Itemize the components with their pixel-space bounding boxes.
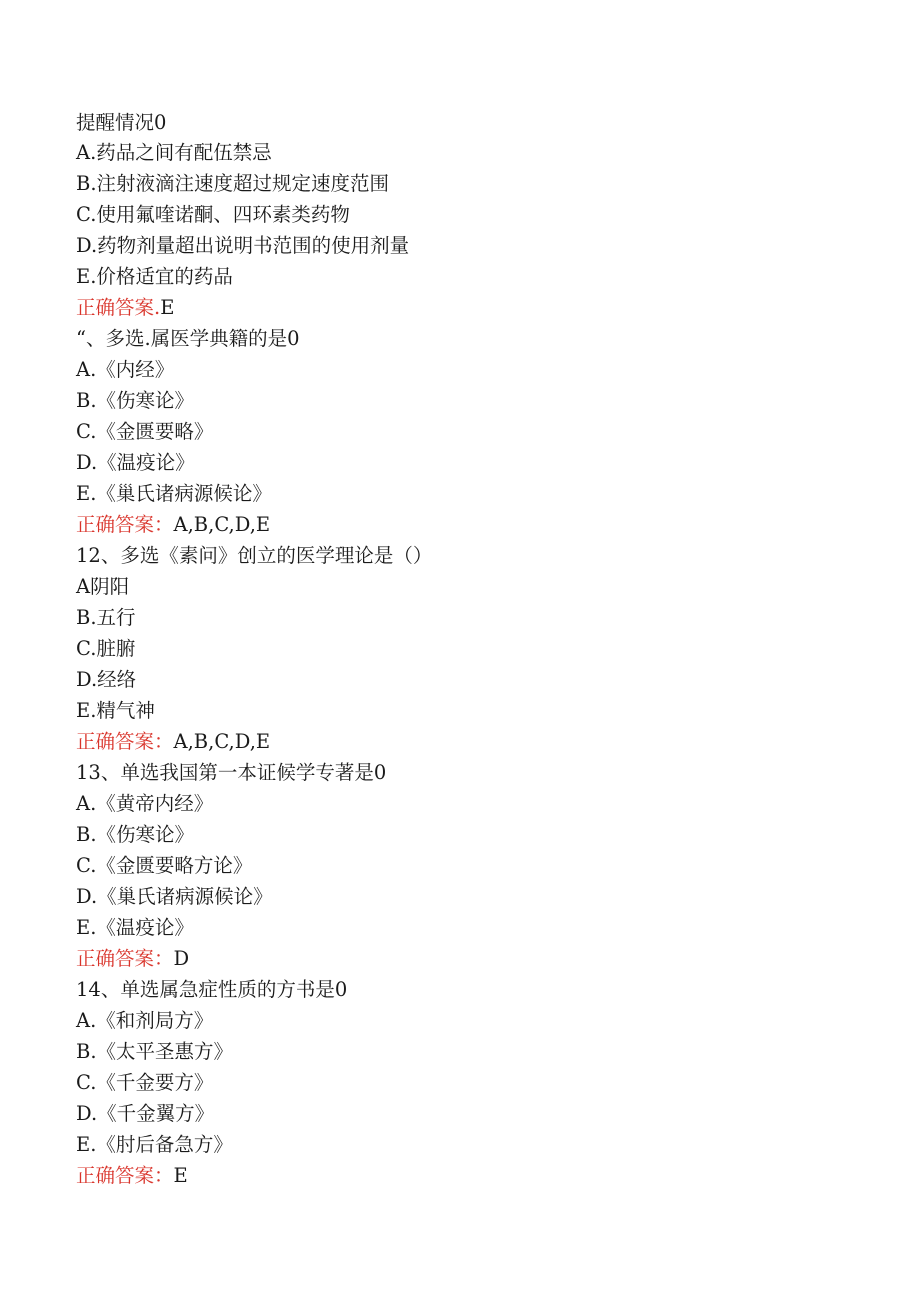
question-block [76, 323, 876, 540]
option-d: D.《千金翼方》 [76, 1102, 215, 1125]
question-block [76, 757, 876, 974]
option-d: D.经络 [76, 668, 137, 691]
option-b: B.注射液滴注速度超过规定速度范围 [76, 172, 390, 195]
question-stem: 提醒情况0 [76, 111, 167, 134]
option-b: B.《伤寒论》 [76, 823, 195, 846]
answer-value: A,B,C,D,E [173, 513, 271, 536]
answer-line [76, 509, 876, 540]
option-b: B.《伤寒论》 [76, 389, 195, 412]
option-a: A.《黄帝内经》 [76, 792, 214, 815]
option-a: A.《内经》 [76, 358, 175, 381]
option-c: C.《千金要方》 [76, 1071, 214, 1094]
document-page [76, 108, 876, 1191]
answer-value: E [160, 296, 175, 319]
option-a: A.药品之间有配伍禁忌 [76, 141, 272, 164]
question-block [76, 108, 876, 323]
answer-value: D [173, 947, 190, 970]
option-b: B.《太平圣惠方》 [76, 1040, 234, 1063]
option-e: E.《温疫论》 [76, 916, 194, 939]
option-c: C.《金匮要略方论》 [76, 854, 253, 877]
option-d: D.药物剂量超出说明书范围的使用剂量 [76, 234, 410, 257]
option-d: D.《巢氏诸病源候论》 [76, 885, 273, 908]
answer-value: A,B,C,D,E [173, 730, 271, 753]
option-d: D.《温疫论》 [76, 451, 195, 474]
option-e: E.精气神 [76, 699, 155, 722]
option-e: E.价格适宜的药品 [76, 265, 233, 288]
answer-label: 正确答案. [76, 296, 161, 319]
answer-line [76, 1160, 876, 1191]
option-c: C.使用氟喹诺酮、四环素类药物 [76, 203, 350, 226]
option-c: C.脏腑 [76, 637, 136, 660]
answer-label: 正确答案： [76, 730, 174, 753]
answer-label: 正确答案： [76, 1164, 174, 1187]
question-stem: 12、多选《素问》创立的医学理论是（） [76, 544, 433, 567]
option-e: E.《巢氏诸病源候论》 [76, 482, 272, 505]
answer-label: 正确答案： [76, 513, 174, 536]
question-stem: 13、单选我国第一本证候学专著是0 [76, 761, 387, 784]
question-stem: “、多选.属医学典籍的是0 [76, 327, 300, 350]
answer-value: E [173, 1164, 188, 1187]
option-a: A.《和剂局方》 [76, 1009, 214, 1032]
answer-line [76, 726, 876, 757]
question-block [76, 540, 876, 757]
option-e: E.《肘后备急方》 [76, 1133, 233, 1156]
option-b: B.五行 [76, 606, 136, 629]
answer-label: 正确答案： [76, 947, 174, 970]
question-block [76, 974, 876, 1191]
option-c: C.《金匮要略》 [76, 420, 214, 443]
answer-line [76, 292, 876, 323]
answer-line [76, 943, 876, 974]
option-a: A阴阳 [76, 575, 130, 598]
question-stem: 14、单选属急症性质的方书是0 [76, 978, 348, 1001]
